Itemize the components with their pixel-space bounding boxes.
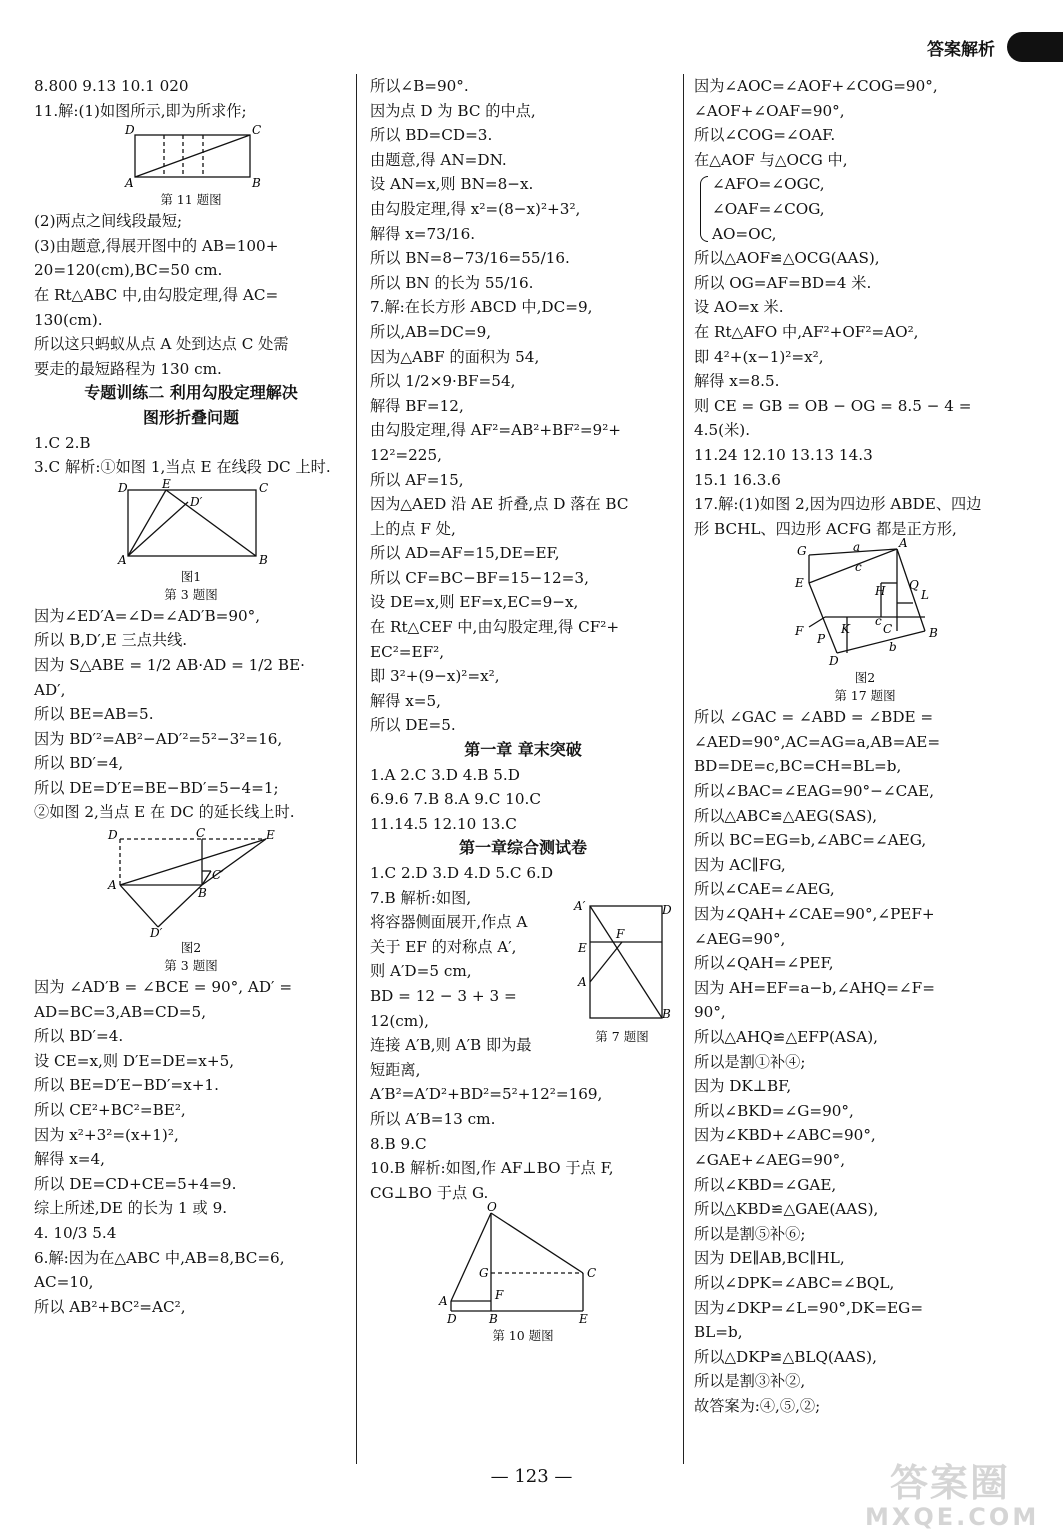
figure-label: C [196,826,206,841]
text-line: 所以△AOF≌△OCG(AAS), [694,249,880,268]
text-line: AD=BC=3,AB=CD=5, [34,1002,207,1021]
figure-label: b [889,640,897,655]
figure-label: B [662,1007,671,1022]
figure-line [158,885,202,927]
figure-caption: 第 17 题图 [834,688,896,704]
figure-label: P [817,632,826,647]
text-line: 130(cm). [34,310,103,329]
text-line: 上的点 F 处, [370,519,456,538]
figure-3-1 [116,476,269,567]
text-line: 设 AN=x,则 BN=8−x. [370,175,534,194]
text-line: 在△AOF 与△OCG 中, [694,150,848,169]
text-line: 12(cm), [370,1011,429,1030]
text-line: 解得 x=73/16. [370,224,476,243]
text-line: 解得 x=8.5. [694,372,780,391]
text-line: 所以 BN 的长为 55/16. [370,273,534,292]
text-line: 所以 BD=CD=3. [370,126,493,145]
figure-label: A [899,536,908,551]
figure-label: B [252,176,261,191]
figure-label: O [487,1200,497,1215]
figure-label: E [266,828,275,843]
text-line: 则 A′D=5 cm, [370,962,472,981]
text-line: AD′, [34,680,66,699]
figure-label: E [162,476,171,491]
text-line: 所以 BN=8−73/16=55/16. [370,249,570,268]
figure-label: B [489,1312,498,1327]
text-line: 所以∠B=90°. [370,77,469,95]
text-line: 11.14.5 12.10 13.C [370,814,517,833]
text-line: 15.1 16.3.6 [694,470,781,489]
text-line: 因为△AED 沿 AE 折叠,点 D 落在 BC [370,495,629,514]
text-line: 6.解:因为在△ABC 中,AB=8,BC=6, [34,1248,285,1267]
text-line: AC=10, [34,1273,94,1292]
text-line: 在 Rt△ABC 中,由勾股定理,得 AC= [34,285,279,304]
text-line: 1.C 2.D 3.D 4.D 5.C 6.D [370,864,554,882]
text-line: 11.24 12.10 13.13 14.3 [694,445,873,464]
text-line: 所以 B,D′,E 三点共线. [34,631,188,650]
text-line: 因为△ABF 的面积为 54, [370,347,540,366]
figure-caption: 第 3 题图 [164,586,218,602]
text-line: 因为 S△ABE = 1/2 AB·AD = 1/2 BE· [34,655,305,674]
figure-label: D [125,123,135,138]
text-line: 解得 x=4, [34,1150,105,1169]
text-line: 所以 BD′=4, [34,754,124,773]
text-line: 因为 AH=EF=a−b,∠AHQ=∠F= [694,978,935,997]
figure-line [491,1213,583,1273]
figure-label: C [883,622,893,637]
text-line: 则 CE = GB = OB − OG = 8.5 − 4 = [694,396,972,415]
figure-label: D [118,480,128,495]
figure-line [837,631,925,653]
text-line: (3)由题意,得展开图中的 AB=100+ [34,236,279,255]
figure-caption: 第 3 题图 [164,958,218,974]
text-line: ∠GAE+∠AEG=90°, [694,1150,846,1169]
figure-line [590,906,662,1018]
figure-label: A [125,176,134,191]
text-line: 所以∠BKD=∠G=90°, [694,1101,854,1120]
figure-line [128,490,166,556]
text-line: 所以△KBD≌△GAE(AAS), [694,1200,879,1219]
text-line: 因为∠DKP=∠L=90°,DK=EG= [694,1298,924,1317]
text-line: 所以 AB²+BC²=AC², [34,1297,186,1316]
watermark-url: MXQE.COM [865,1503,1040,1531]
column-divider [356,74,357,1464]
text-line: 20=120(cm),BC=50 cm. [34,261,223,280]
figure-label: G [479,1266,489,1281]
text-line: 因为∠ED′A=∠D=∠AD′B=90°, [34,606,261,625]
text-line: AO=OC, [712,224,777,243]
text-line: 所以 1/2×9·BF=54, [370,372,516,391]
text-line: 所以 AF=15, [370,470,464,489]
text-line: 即 4²+(x−1)²=x², [694,347,824,366]
text-line: (2)两点之间线段最短; [34,212,183,231]
figure-subcaption: 图2 [854,670,876,686]
text-line: 所以 CF=BC−BF=15−12=3, [370,568,589,587]
figure-7 [574,898,670,1046]
text-line: 所以 OG=AF=BD=4 米. [694,273,872,292]
text-line: 设 DE=x,则 EF=x,EC=9−x, [370,593,579,612]
text-line: 7.解:在长方形 ABCD 中,DC=9, [370,298,593,317]
text-line: 在 Rt△CEF 中,由勾股定理,得 CF²+ [370,618,620,637]
text-line: 11.解:(1)如图所示,即为所求作; [34,101,247,120]
text-line: 因为 DK⊥BF, [694,1077,792,1096]
figure-label: C [252,123,262,138]
figure-label: E [579,1312,588,1327]
text-line: 将容器侧面展开,作点 A [370,913,528,932]
text-line: 因为 AC∥FG, [694,855,786,874]
text-line: 1.A 2.C 3.D 4.B 5.D [370,765,520,784]
text-line: 因为 ∠AD′B = ∠BCE = 90°, AD′ = [34,978,293,997]
text-line: 17.解:(1)如图 2,因为四边形 ABDE、四边 [694,495,982,514]
column-right [694,74,1036,1419]
figure-label: a [853,540,861,555]
figure-label: F [495,1288,504,1303]
text-line: 解得 BF=12, [370,396,464,415]
text-line: 关于 EF 的对称点 A′, [370,937,517,956]
figure-label: D [662,903,672,918]
figure-caption: 第 11 题图 [160,192,222,208]
figure-subcaption: 图2 [180,940,202,956]
text-line: 由勾股定理,得 AF²=AB²+BF²=9²+ [370,421,622,440]
text-line: 所以△ABC≌△AEG(SAS), [694,806,878,825]
figure-line [202,871,211,885]
text-line: 所以是割①补④; [694,1052,806,1071]
text-line: 4. 10/3 5.4 [34,1224,117,1242]
figure-label: B [198,886,207,901]
text-line: 即 3²+(9−x)²=x², [370,667,500,686]
figure-label: C [259,480,269,495]
figure-line [451,1213,491,1301]
text-line: 因为∠AOC=∠AOF+∠COG=90°, [694,77,938,95]
text-line: ∠AEG=90°, [694,929,786,948]
text-line: 所以 BE=AB=5. [34,705,154,724]
text-line: 因为∠QAH+∠CAE=90°,∠PEF+ [694,905,935,924]
text-line: 所以是割③补②, [694,1372,806,1391]
figure-line [120,885,158,927]
figure-label: D [447,1312,457,1327]
section-title: 第一章 章末突破 [464,740,582,760]
text-line: 90°, [694,1003,726,1022]
figure-label: Q [909,578,919,593]
text-line: 所以∠QAH=∠PEF, [694,954,834,973]
header-title: 答案解析 [927,39,995,60]
text-line: 设 AO=x 米. [694,298,784,317]
text-line: 7.B 解析:如图, [370,888,472,907]
figure-label: E [795,576,804,591]
text-line: 所以∠COG=∠OAF. [694,126,836,145]
figure-3-2 [106,826,276,941]
text-line: 1.C 2.B [34,433,91,452]
figure-label: A [118,552,127,567]
text-line: ∠AOF+∠OAF=90°, [694,101,845,120]
text-line: CG⊥BO 于点 G. [370,1183,489,1202]
figure-label: B [929,626,938,641]
column-middle [370,74,676,1345]
page-number: — 123 — [490,1466,573,1487]
text-line: 所以 DE=D′E=BE−BD′=5−4=1; [34,778,279,797]
figure-label: A [108,878,117,893]
text-line: 所以∠CAE=∠AEG, [694,880,835,899]
text-line: 所以这只蚂蚁从点 A 处到达点 C 处需 [34,335,289,354]
text-line: 因为∠KBD+∠ABC=90°, [694,1126,876,1145]
text-line: 所以 AD=AF=15,DE=EF, [370,544,560,563]
text-line: BD = 12 − 3 + 3 = [370,986,517,1005]
section-title: 专题训练二 利用勾股定理解决 [84,383,298,403]
figure-label: B [259,552,268,567]
section-title: 图形折叠问题 [142,407,239,427]
figure-label: F [795,624,804,639]
equation-brace [694,172,1036,246]
figure-label: C′ [212,868,224,883]
figure-label: E [578,941,587,956]
text-line: 所以△DKP≌△BLQ(AAS), [694,1347,877,1366]
text-line: 解得 x=5, [370,691,441,710]
text-line: 故答案为:④,⑤,②; [694,1396,821,1415]
column-divider [683,74,684,1464]
text-line: 所以 A′B=13 cm. [370,1109,496,1128]
text-line: 在 Rt△AFO 中,AF²+OF²=AO², [694,322,919,341]
figure-label: A′ [574,899,586,914]
text-line: 3.C 解析:①如图 1,当点 E 在线段 DC 上时. [34,458,331,477]
figure-label: H [875,584,886,599]
text-line: 因为 DE∥AB,BC∥HL, [694,1249,845,1268]
text-line: BD=DE=c,BC=CH=BL=b, [694,757,902,776]
text-line: 连接 A′B,则 A′B 即为最 [370,1036,532,1055]
text-line: ②如图 2,当点 E 在 DC 的延长线上时. [34,803,295,822]
figure-10 [433,1200,613,1327]
text-line: 4.5(米). [694,421,751,440]
figure-label: D [108,828,118,843]
text-line: 形 BCHL、四边形 ACFG 都是正方形, [694,519,957,538]
text-line: 要走的最短路程为 130 cm. [34,359,222,378]
text-line: 所以 BC=EG=b,∠ABC=∠AEG, [694,831,927,850]
text-line: 所以 BD′=4. [34,1027,124,1046]
figure-label: A [578,975,587,990]
figure-caption: 第 7 题图 [595,1029,649,1045]
text-line: 因为点 D 为 BC 的中点, [370,101,536,120]
text-line: 所以,AB=DC=9, [370,322,492,341]
text-line: ∠OAF=∠COG, [712,199,825,218]
page-header [927,32,1063,62]
figure-line [128,502,188,556]
text-line: 所以∠DPK=∠ABC=∠BQL, [694,1273,895,1292]
figure-label: D′ [150,926,163,941]
text-line: 8.800 9.13 10.1 020 [34,77,189,95]
figure-label: L [921,588,929,603]
watermark-text: 答案圈 [889,1461,1010,1505]
text-line: ∠AED=90°,AC=AG=a,AB=AE= [694,732,941,751]
figure-line [120,839,266,885]
text-line: 所以 DE=5. [370,716,456,735]
text-line: 由勾股定理,得 x²=(8−x)²+3², [370,199,581,218]
text-line: 所以△AHQ≌△EFP(ASA), [694,1028,878,1046]
text-line: 8.B 9.C [370,1134,427,1153]
figure-7-drawing [574,900,670,1026]
figure-label: K [841,622,850,637]
figure-line [166,490,256,556]
watermark-logo [865,1461,1040,1532]
text-line: 因为 x²+3²=(x+1)², [34,1125,179,1144]
figure-17 [785,536,945,669]
text-line: 所以∠BAC=∠EAG=90°−∠CAE, [694,782,935,801]
figure-label: A [439,1294,448,1309]
text-line: 因为 BD′²=AB²−AD′²=5²−3²=16, [34,729,283,748]
figure-label: D [829,654,839,669]
figure-label: F [616,927,625,942]
figure-subcaption: 图1 [180,568,202,584]
text-line: 所以 CE²+BC²=BE², [34,1101,186,1120]
section-title: 第一章综合测试卷 [458,838,587,858]
text-line: 综上所述,DE 的长为 1 或 9. [34,1199,228,1218]
text-line: 所以 DE=CD+CE=5+4=9. [34,1174,237,1193]
figure-line [590,942,622,982]
text-line: 所以 ∠GAC = ∠ABD = ∠BDE = [694,708,934,727]
text-line: ∠AFO=∠OGC, [712,175,825,194]
text-line: A′B²=A′D²+BD²=5²+12²=169, [370,1085,603,1104]
figure-label: c [875,614,882,629]
text-line: 10.B 解析:如图,作 AF⊥BO 于点 F, [370,1159,614,1178]
figure-label: C [587,1266,597,1281]
figure-line [135,135,250,177]
text-line: EC²=EF², [370,642,445,661]
figure-line [809,617,825,627]
figure-label: c [855,560,862,575]
figure-11 [121,125,261,189]
header-tab-decoration [1007,32,1063,62]
text-line: 6.9.6 7.B 8.A 9.C 10.C [370,790,541,809]
text-line: 所以∠KBD=∠GAE, [694,1175,837,1194]
text-line: 由题意,得 AN=DN. [370,150,507,169]
text-line: 12²=225, [370,445,442,464]
figure-caption: 第 10 题图 [492,1328,554,1344]
text-line: BL=b, [694,1323,743,1342]
figure-label: D′ [190,494,203,509]
figure-label: G [797,544,807,559]
text-line: 所以是割⑤补⑥; [694,1224,806,1243]
text-line: 所以 BE=D′E−BD′=x+1. [34,1076,219,1095]
text-line: 设 CE=x,则 D′E=DE=x+5, [34,1051,235,1070]
text-line: 短距离, [370,1060,421,1079]
column-left [34,74,348,1319]
